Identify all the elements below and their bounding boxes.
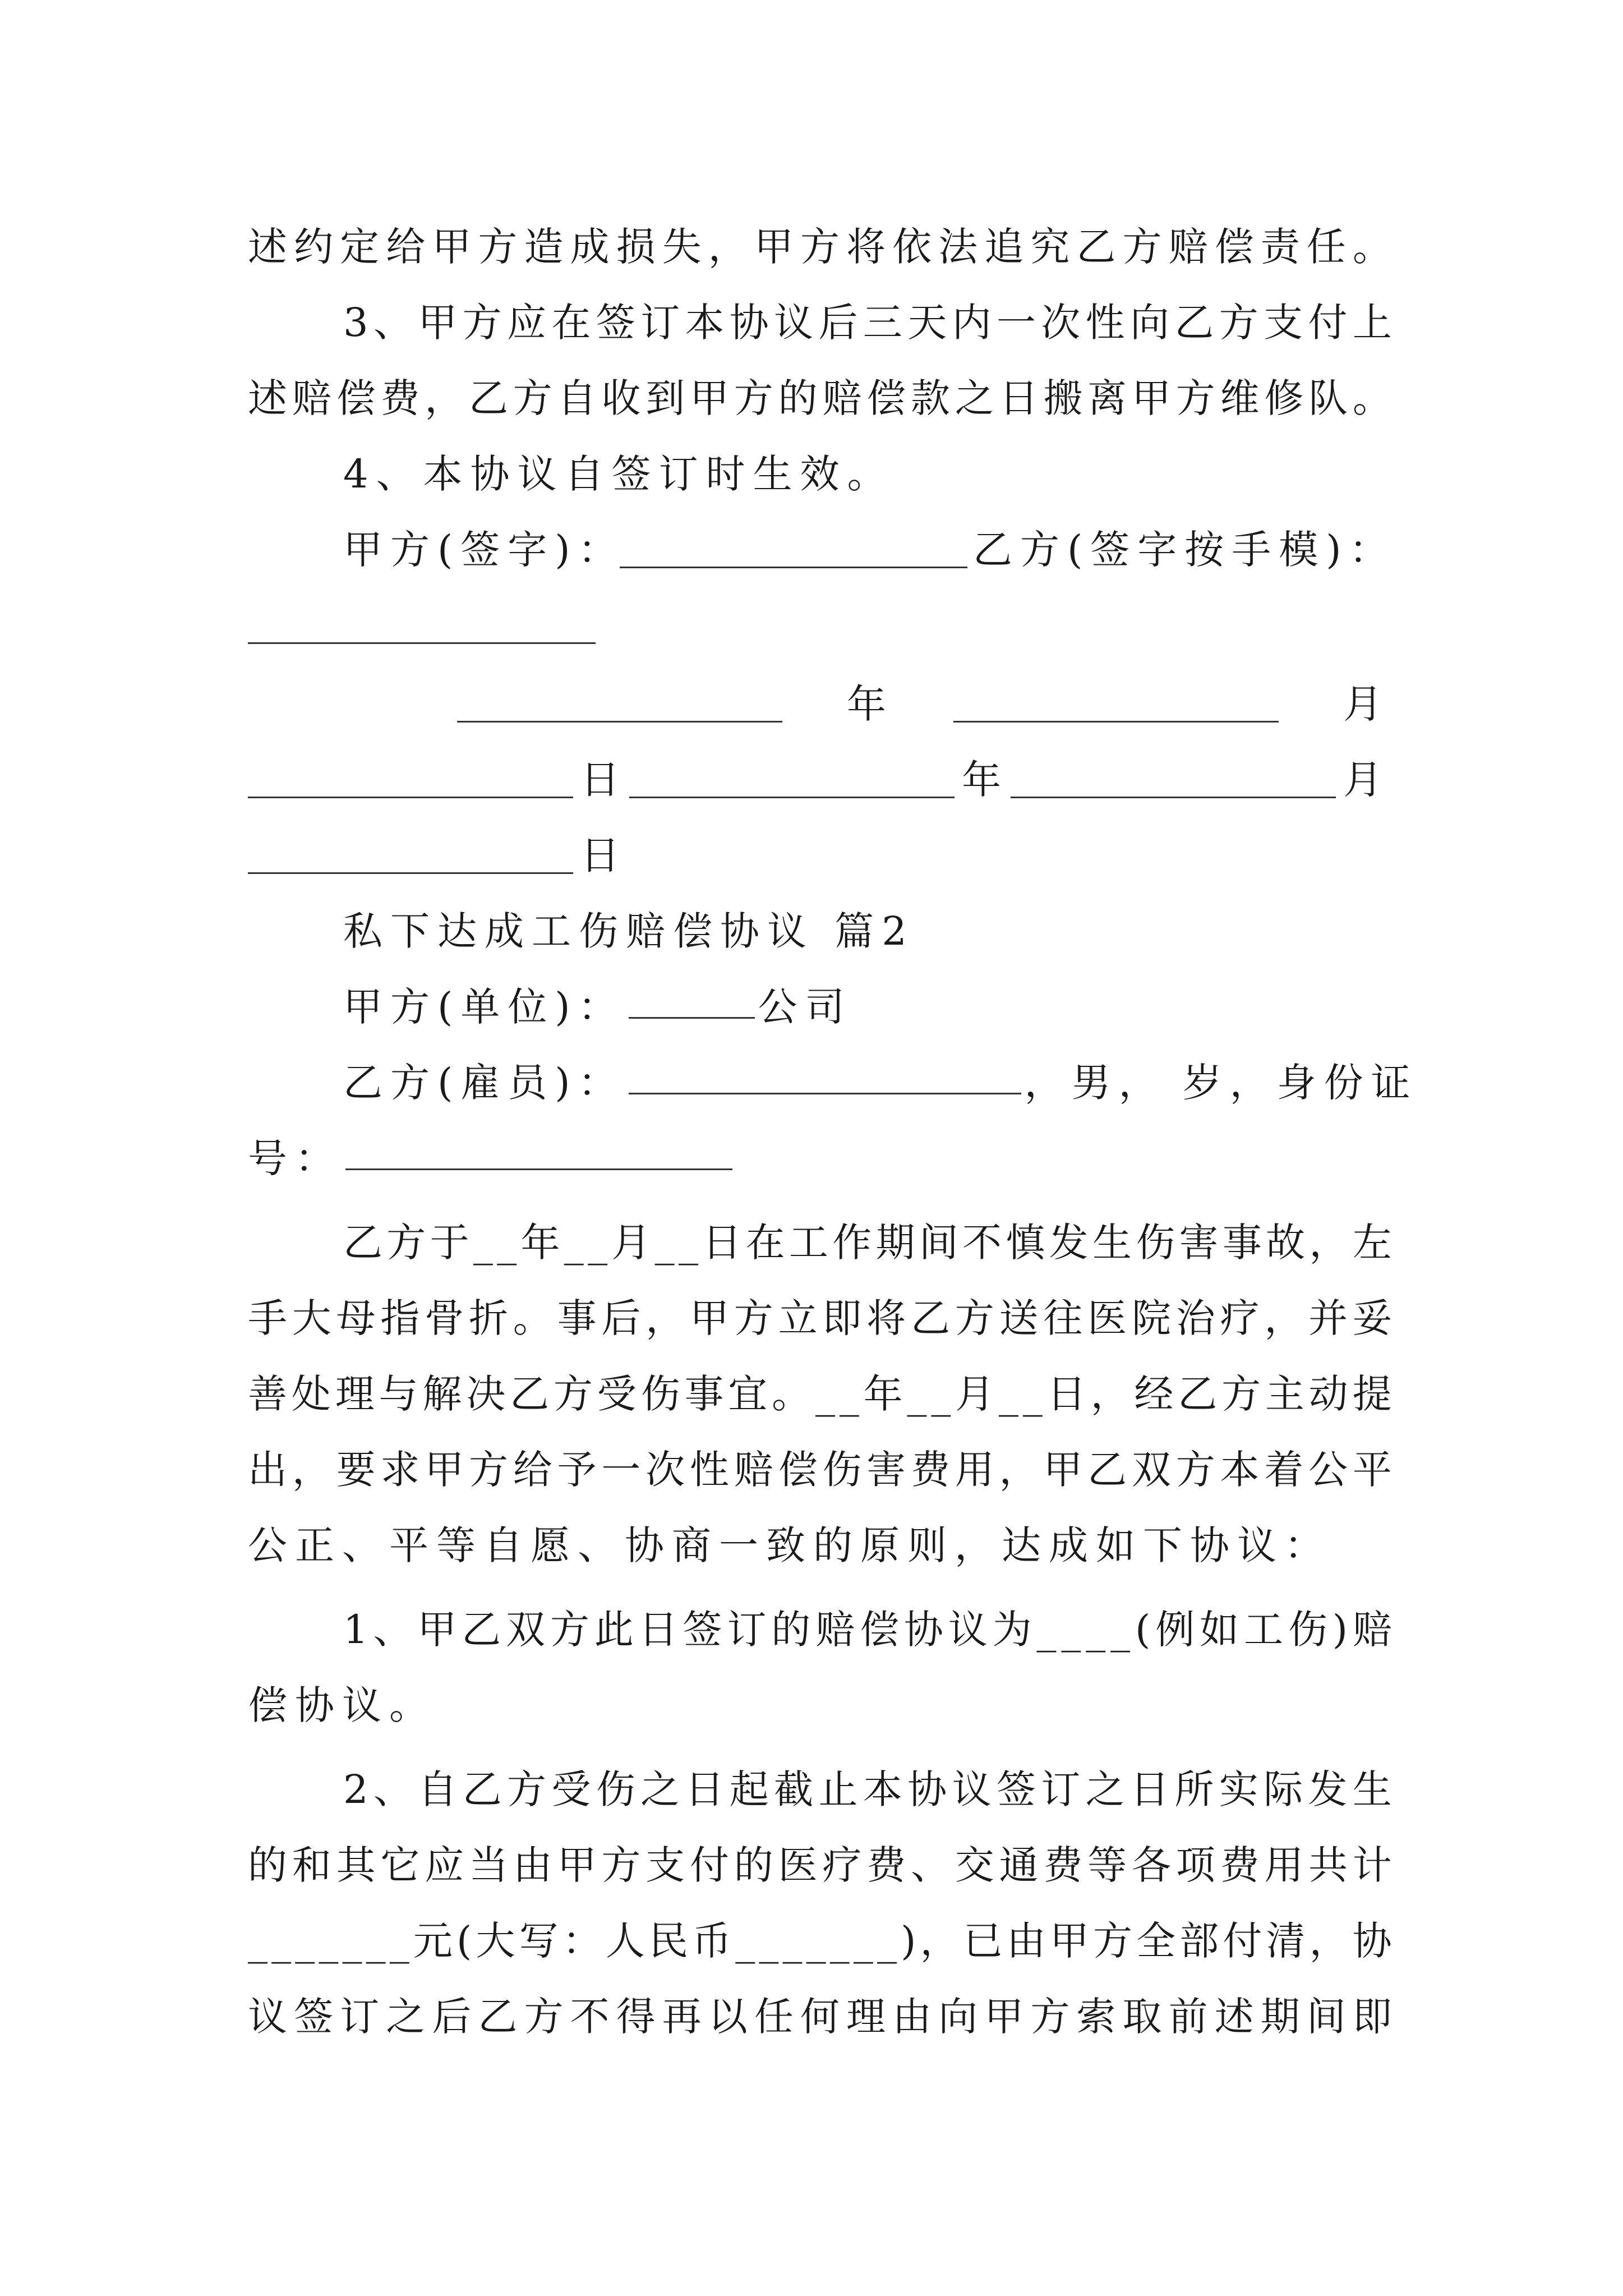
party-a-sign-label: 甲方(签字)： <box>343 527 625 573</box>
age-id-text: 岁，身份证 <box>1182 1060 1418 1106</box>
id-number-blank <box>345 1125 732 1170</box>
body-line: 偿协议。 <box>248 1682 436 1728</box>
body-line: 述 约 定 给 甲 方 造 成 损 失 ， 甲 方 将 依 法 追 究 乙 方 赔 偿 责 任 。 <box>248 224 1392 270</box>
id-number-line <box>248 1125 977 1192</box>
party-b-sign-label: 乙方(签字按手模)： <box>973 527 1396 573</box>
company-suffix: 公司 <box>758 984 852 1030</box>
body-line: 3 、 甲 方 应 在 签 订 本 协 议 后 三 天 内 一 次 性 向 乙 方 支 付 上 <box>343 300 1392 346</box>
party-b-employee-label: 乙方(雇员)： <box>343 1060 625 1106</box>
employee-name-blank <box>629 1049 1021 1094</box>
body-line: _ _ _ _ _ _ _ 元 ( 大 写 ： 人 民 币 _ _ _ _ _ _ _ ) ， 已 由 甲 方 全 部 付 清 ， 协 <box>248 1918 1392 1964</box>
date-blank <box>629 797 955 798</box>
id-number-label: 号： <box>248 1135 342 1181</box>
body-line: 2 、 自 乙 方 受 伤 之 日 起 截 止 本 协 议 签 订 之 日 所 实 际 发 生 <box>343 1766 1392 1812</box>
party-a-unit-line <box>343 973 1072 1041</box>
year-label: 年 <box>847 681 894 727</box>
date-blank <box>953 721 1279 723</box>
month-label: 月 <box>1343 757 1390 803</box>
date-blank <box>1011 797 1336 798</box>
date-blank <box>248 797 573 798</box>
section-title: 私下达成工伤赔偿协议 篇2 <box>343 908 915 954</box>
body-line: 1 、 甲 乙 双 方 此 日 签 订 的 赔 偿 协 议 为 _ _ _ _ ( 例 如 工 伤 ) 赔 <box>343 1607 1392 1653</box>
company-blank <box>629 973 755 1019</box>
date-blank <box>248 872 573 874</box>
body-line: 出 ， 要 求 甲 方 给 予 一 次 性 赔 偿 伤 害 费 用 ， 甲 乙 双 方 本 着 公 平 <box>248 1447 1392 1493</box>
body-line: 公正、平等自愿、协商一致的原则，达成如下协议： <box>248 1522 1331 1568</box>
body-line: 议 签 订 之 后 乙 方 不 得 再 以 任 何 理 由 向 甲 方 索 取 前 述 期 间 即 <box>248 1994 1392 2040</box>
party-a-sign-blank <box>620 567 967 568</box>
party-b-employee-line <box>343 1049 1418 1116</box>
month-label: 月 <box>1343 681 1390 727</box>
body-line: 乙 方 于 _ _ 年 _ _ 月 _ _ 日 在 工 作 期 间 不 慎 发 生 伤 害 事 故 ， 左 <box>343 1220 1392 1266</box>
gender-text: ，男， <box>1024 1060 1166 1106</box>
year-label: 年 <box>962 757 1009 803</box>
day-label: 日 <box>580 757 628 803</box>
body-line: 手 大 母 指 骨 折 。 事 后 ， 甲 方 立 即 将 乙 方 送 往 医 院 治 疗 ， 并 妥 <box>248 1295 1392 1341</box>
body-line: 的 和 其 它 应 当 由 甲 方 支 付 的 医 疗 费 、 交 通 费 等 各 项 费 用 共 计 <box>248 1842 1392 1888</box>
party-b-sign-blank <box>248 642 596 644</box>
body-line: 4、本协议自签订时生效。 <box>343 451 895 497</box>
date-blank <box>457 721 782 723</box>
body-line: 善 处 理 与 解 决 乙 方 受 伤 事 宜 。 _ _ 年 _ _ 月 _ _ 日 ， 经 乙 方 主 动 提 <box>248 1371 1392 1417</box>
party-a-unit-label: 甲方(单位)： <box>343 984 625 1030</box>
body-line: 述 赔 偿 费 ， 乙 方 自 收 到 甲 方 的 赔 偿 款 之 日 搬 离 甲 方 维 修 队 。 <box>248 375 1392 421</box>
day-label: 日 <box>580 832 628 878</box>
